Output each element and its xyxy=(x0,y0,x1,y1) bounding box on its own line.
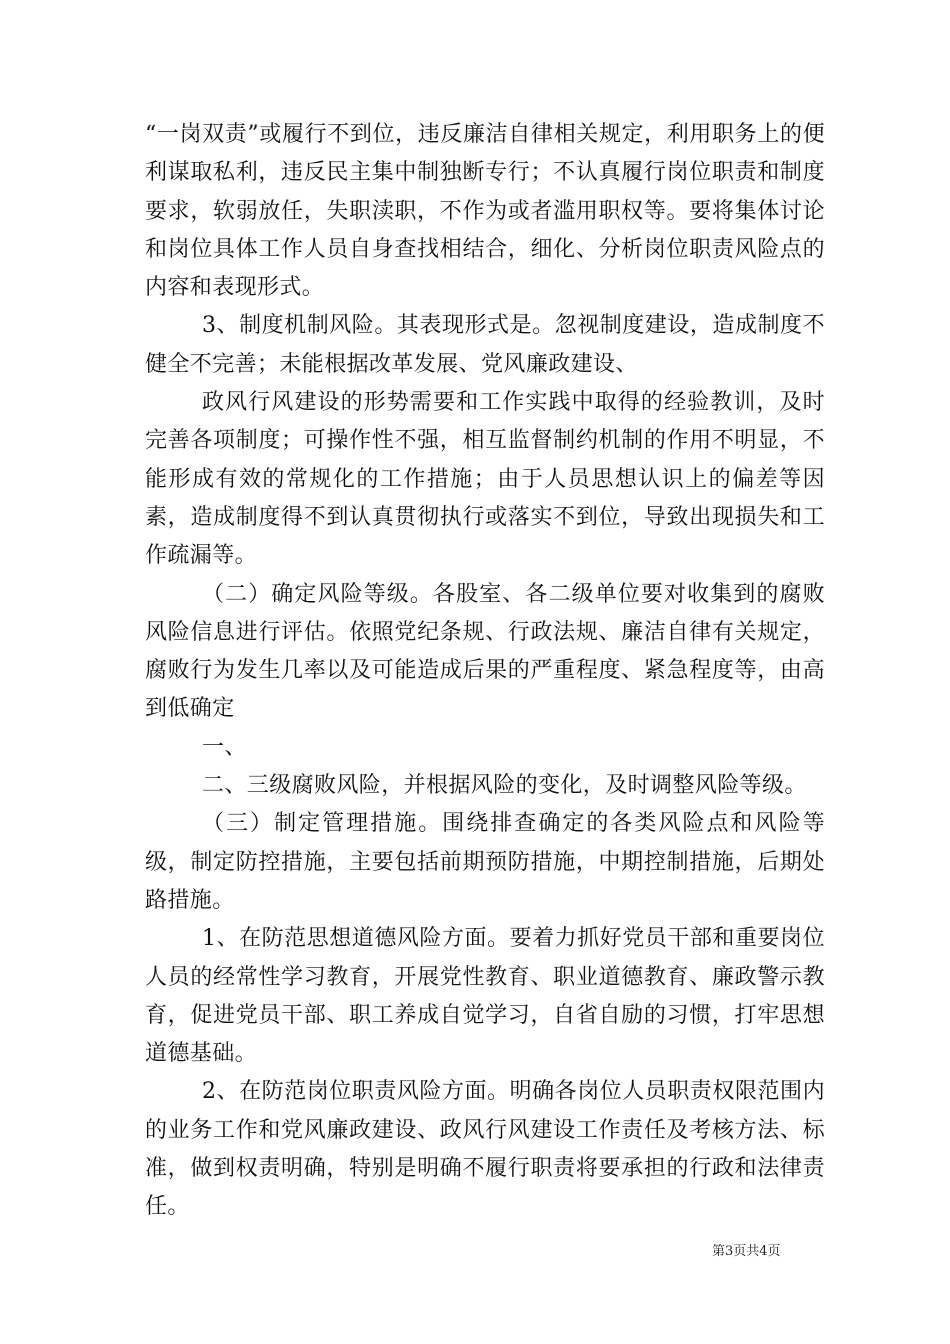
document-body xyxy=(145,116,825,1227)
paragraph-4: （二）确定风险等级。各股室、各二级单位要对收集到的腐败风险信息进行评估。依照党纪条规、行政法规、廉洁自律有关规定，腐败行为发生几率以及可能造成后果的严重程度、紧急程度等，由高到低确定 xyxy=(145,581,825,722)
paragraph-5: 一、 xyxy=(202,734,247,760)
paragraph-9: 2、在防范岗位职责风险方面。明确各岗位人员职责权限范围内的业务工作和党风廉政建设、政风行风建设工作责任及考核方法、标准，做到权责明确，特别是明确不履行职责将要承担的行政和法律责任。 xyxy=(145,1079,825,1220)
paragraph-1: “一岗双责”或履行不到位，违反廉洁自律相关规定，利用职务上的便利谋取私利，违反民主集中制独断专行；不认真履行岗位职责和制度要求，软弱放任，失职渎职，不作为或者滥用职权等。要将集体讨论和岗位具体工作人员自身查找相结合，细化、分析岗位职责风险点的内容和表现形式。 xyxy=(145,122,825,301)
page-number-footer: 第3页共4页 xyxy=(712,1244,781,1259)
paragraph-3: 政风行风建设的形势需要和工作实践中取得的经验教训，及时完善各项制度；可操作性不强，相互监督制约机制的作用不明显，不能形成有效的常规化的工作措施；由于人员思想认识上的偏差等因素，造成制度得不到认真贯彻执行或落实不到位，导致出现损失和工作疏漏等。 xyxy=(145,390,825,569)
paragraph-8: 1、在防范思想道德风险方面。要着力抓好党员干部和重要岗位人员的经常性学习教育，开展党性教育、职业道德教育、廉政警示教育，促进党员干部、职工养成自觉学习，自省自励的习惯，打牢思想道德基础。 xyxy=(145,926,825,1067)
paragraph-7: （三）制定管理措施。围绕排查确定的各类风险点和风险等级，制定防控措施，主要包括前期预防措施，中期控制措施，后期处路措施。 xyxy=(145,811,825,913)
paragraph-2: 3、制度机制风险。其表现形式是。忽视制度建设，造成制度不健全不完善；未能根据改革发展、党风廉政建设、 xyxy=(145,313,825,377)
paragraph-6: 二、三级腐败风险，并根据风险的变化，及时调整风险等级。 xyxy=(202,773,807,799)
